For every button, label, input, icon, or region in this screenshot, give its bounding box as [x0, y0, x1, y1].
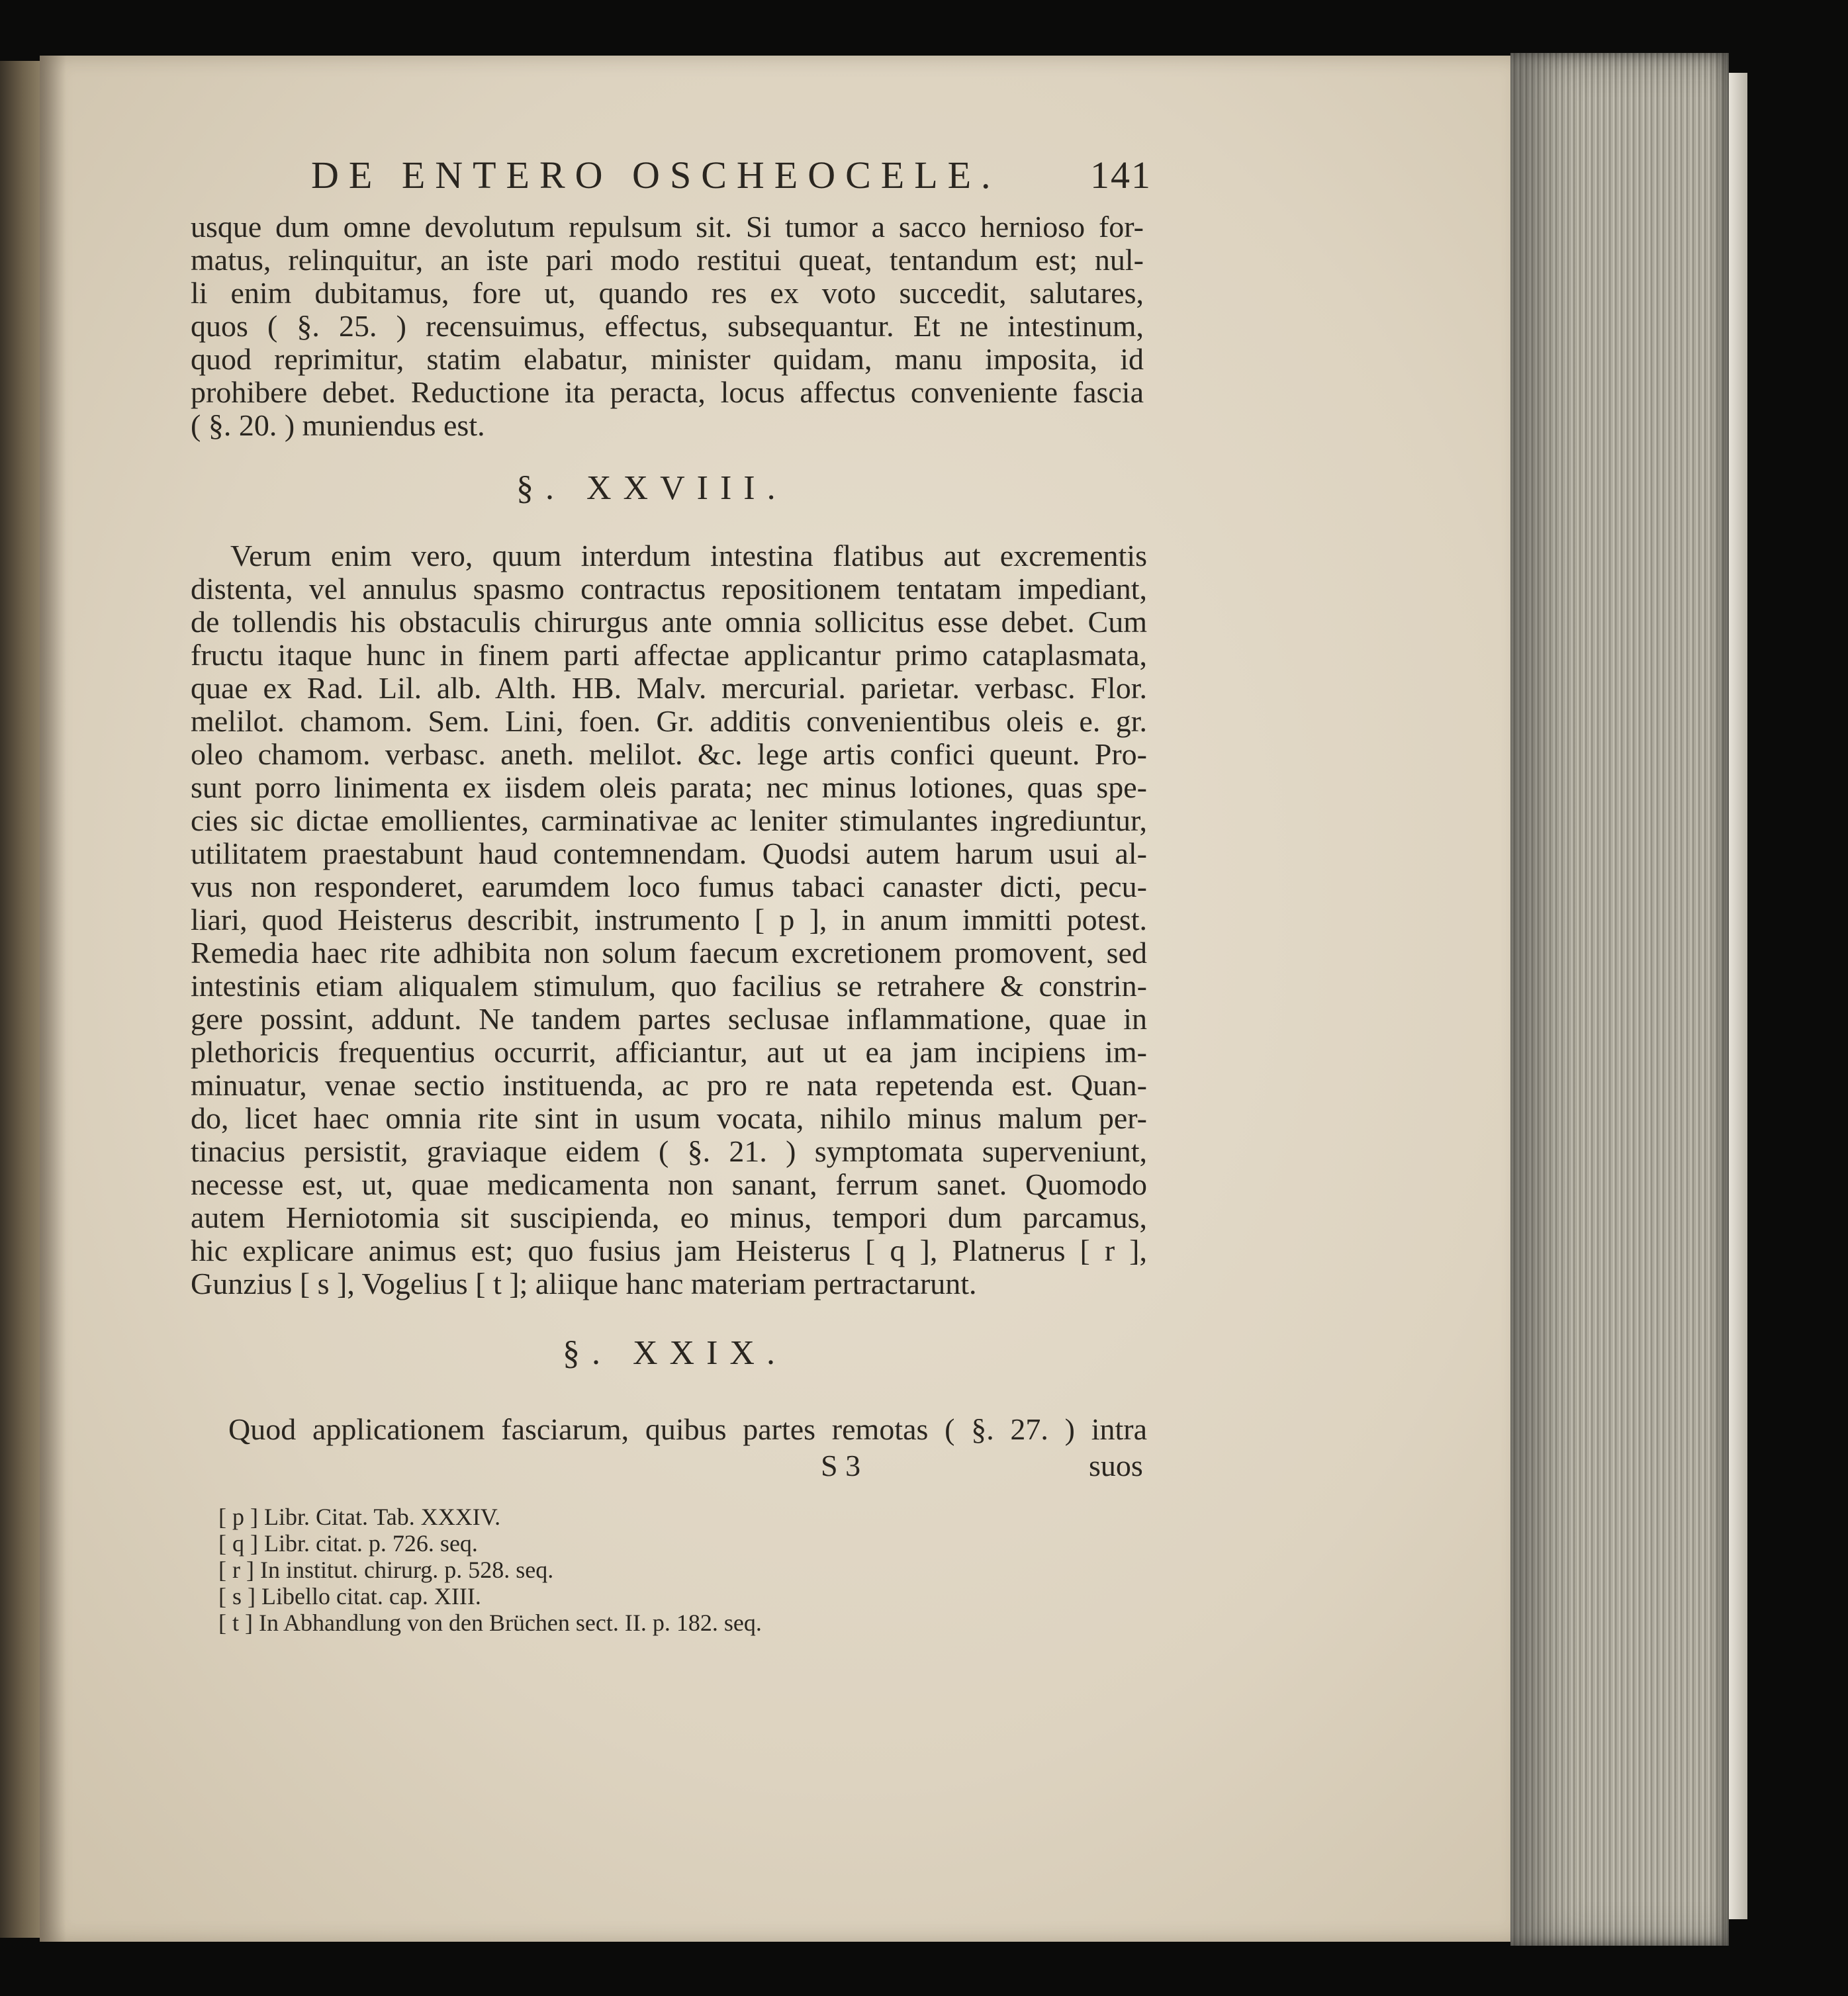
text-line: Verum enim vero, quum interdum intestina flatibus aut excrementis: [230, 539, 1147, 572]
page-gutter-shadow: [40, 56, 66, 1942]
running-head: [311, 149, 1152, 202]
footnote-s: [ s ] Libello citat. cap. XIII.: [218, 1583, 481, 1610]
book-cover-edge: [1729, 73, 1747, 1919]
text-line: utilitatem praestabunt haud contemnendam. Quodsi autem harum usui al-: [191, 837, 1147, 870]
text-line: minuatur, venae sectio instituenda, ac pro re nata repetenda est. Quan-: [191, 1069, 1147, 1102]
text-line: quae ex Rad. Lil. alb. Alth. HB. Malv. mercurial. parietar. verbasc. Flor.: [191, 672, 1147, 705]
text-line: Gunzius [ s ], Vogelius [ t ]; aliique hanc materiam pertractarunt.: [191, 1267, 977, 1300]
text-line: vus non responderet, earumdem loco fumus tabaci canaster dicti, pecu-: [191, 870, 1147, 903]
page-number: 141: [1090, 154, 1152, 197]
footnote-t: [ t ] In Abhandlung von den Brüchen sect. II. p. 182. seq.: [218, 1610, 762, 1636]
text-line: distenta, vel annulus spasmo contractus repositionem tentatam impediant,: [191, 572, 1147, 606]
text-line: intestinis etiam aliqualem stimulum, quo facilius se retrahere & constrin-: [191, 970, 1147, 1003]
text-line: sunt porro linimenta ex iisdem oleis parata; nec minus lotiones, quas spe-: [191, 771, 1147, 804]
section-heading-xxix: §. XXIX.: [563, 1334, 787, 1372]
text-line: fructu itaque hunc in finem parti affectae applicantur primo cataplasmata,: [191, 639, 1147, 672]
page-block-edges: [1510, 53, 1729, 1946]
text-line: hic explicare animus est; quo fusius jam Heisterus [ q ], Platnerus [ r ],: [191, 1234, 1147, 1267]
text-line: autem Herniotomia sit suscipienda, eo minus, tempori dum parcamus,: [191, 1201, 1147, 1234]
text-line: plethoricis frequentius occurrit, afficiantur, aut ut ea jam incipiens im-: [191, 1036, 1147, 1069]
text-line: prohibere debet. Reductione ita peracta, locus affectus conveniente fascia: [191, 376, 1144, 409]
text-line: de tollendis his obstaculis chirurgus ante omnia sollicitus esse debet. Cum: [191, 606, 1147, 639]
text-line: gere possint, addunt. Ne tandem partes seclusae inflammatione, quae in: [191, 1003, 1147, 1036]
text-line: quos ( §. 25. ) recensuimus, effectus, subsequantur. Et ne intestinum,: [191, 310, 1144, 343]
text-line: Remedia haec rite adhibita non solum faecum excretionem promovent, sed: [191, 936, 1147, 970]
facing-page-edge: [0, 61, 40, 1938]
paragraph-3-first-line: Quod applicationem fasciarum, quibus partes remotas ( §. 27. ) intra: [228, 1413, 1147, 1446]
text-line: melilot. chamom. Sem. Lini, foen. Gr. additis convenientibus oleis e. gr.: [191, 705, 1147, 738]
text-line: tinacius persistit, graviaque eidem ( §. 21. ) symptomata superveniunt,: [191, 1135, 1147, 1168]
text-line: oleo chamom. verbasc. aneth. melilot. &c. lege artis confici queunt. Pro-: [191, 738, 1147, 771]
signature-mark: S 3: [821, 1449, 861, 1482]
text-line: do, licet haec omnia rite sint in usum vocata, nihilo minus malum per-: [191, 1102, 1147, 1135]
text-line: liari, quod Heisterus describit, instrumento [ p ], in anum immitti potest.: [191, 903, 1147, 936]
section-heading-xxviii: §. XXVIII.: [516, 469, 788, 507]
text-line: necesse est, ut, quae medicamenta non sanant, ferrum sanet. Quomodo: [191, 1168, 1147, 1201]
text-line: quod reprimitur, statim elabatur, minister quidam, manu imposita, id: [191, 343, 1144, 376]
text-line: cies sic dictae emollientes, carminativae ac leniter stimulantes ingrediuntur,: [191, 804, 1147, 837]
running-head-title: DE ENTERO OSCHEOCELE.: [311, 154, 1001, 197]
catchword: suos: [1089, 1449, 1143, 1482]
text-line: matus, relinquitur, an iste pari modo restitui queat, tentandum est; nul-: [191, 244, 1144, 277]
text-line: ( §. 20. ) muniendus est.: [191, 409, 485, 442]
footnote-p: [ p ] Libr. Citat. Tab. XXXIV.: [218, 1504, 501, 1530]
text-line: usque dum omne devolutum repulsum sit. Si tumor a sacco hernioso for-: [191, 210, 1144, 244]
footnote-q: [ q ] Libr. citat. p. 726. seq.: [218, 1530, 478, 1557]
text-line: li enim dubitamus, fore ut, quando res ex voto succedit, salutares,: [191, 277, 1144, 310]
footnote-r: [ r ] In institut. chirurg. p. 528. seq.: [218, 1557, 554, 1583]
